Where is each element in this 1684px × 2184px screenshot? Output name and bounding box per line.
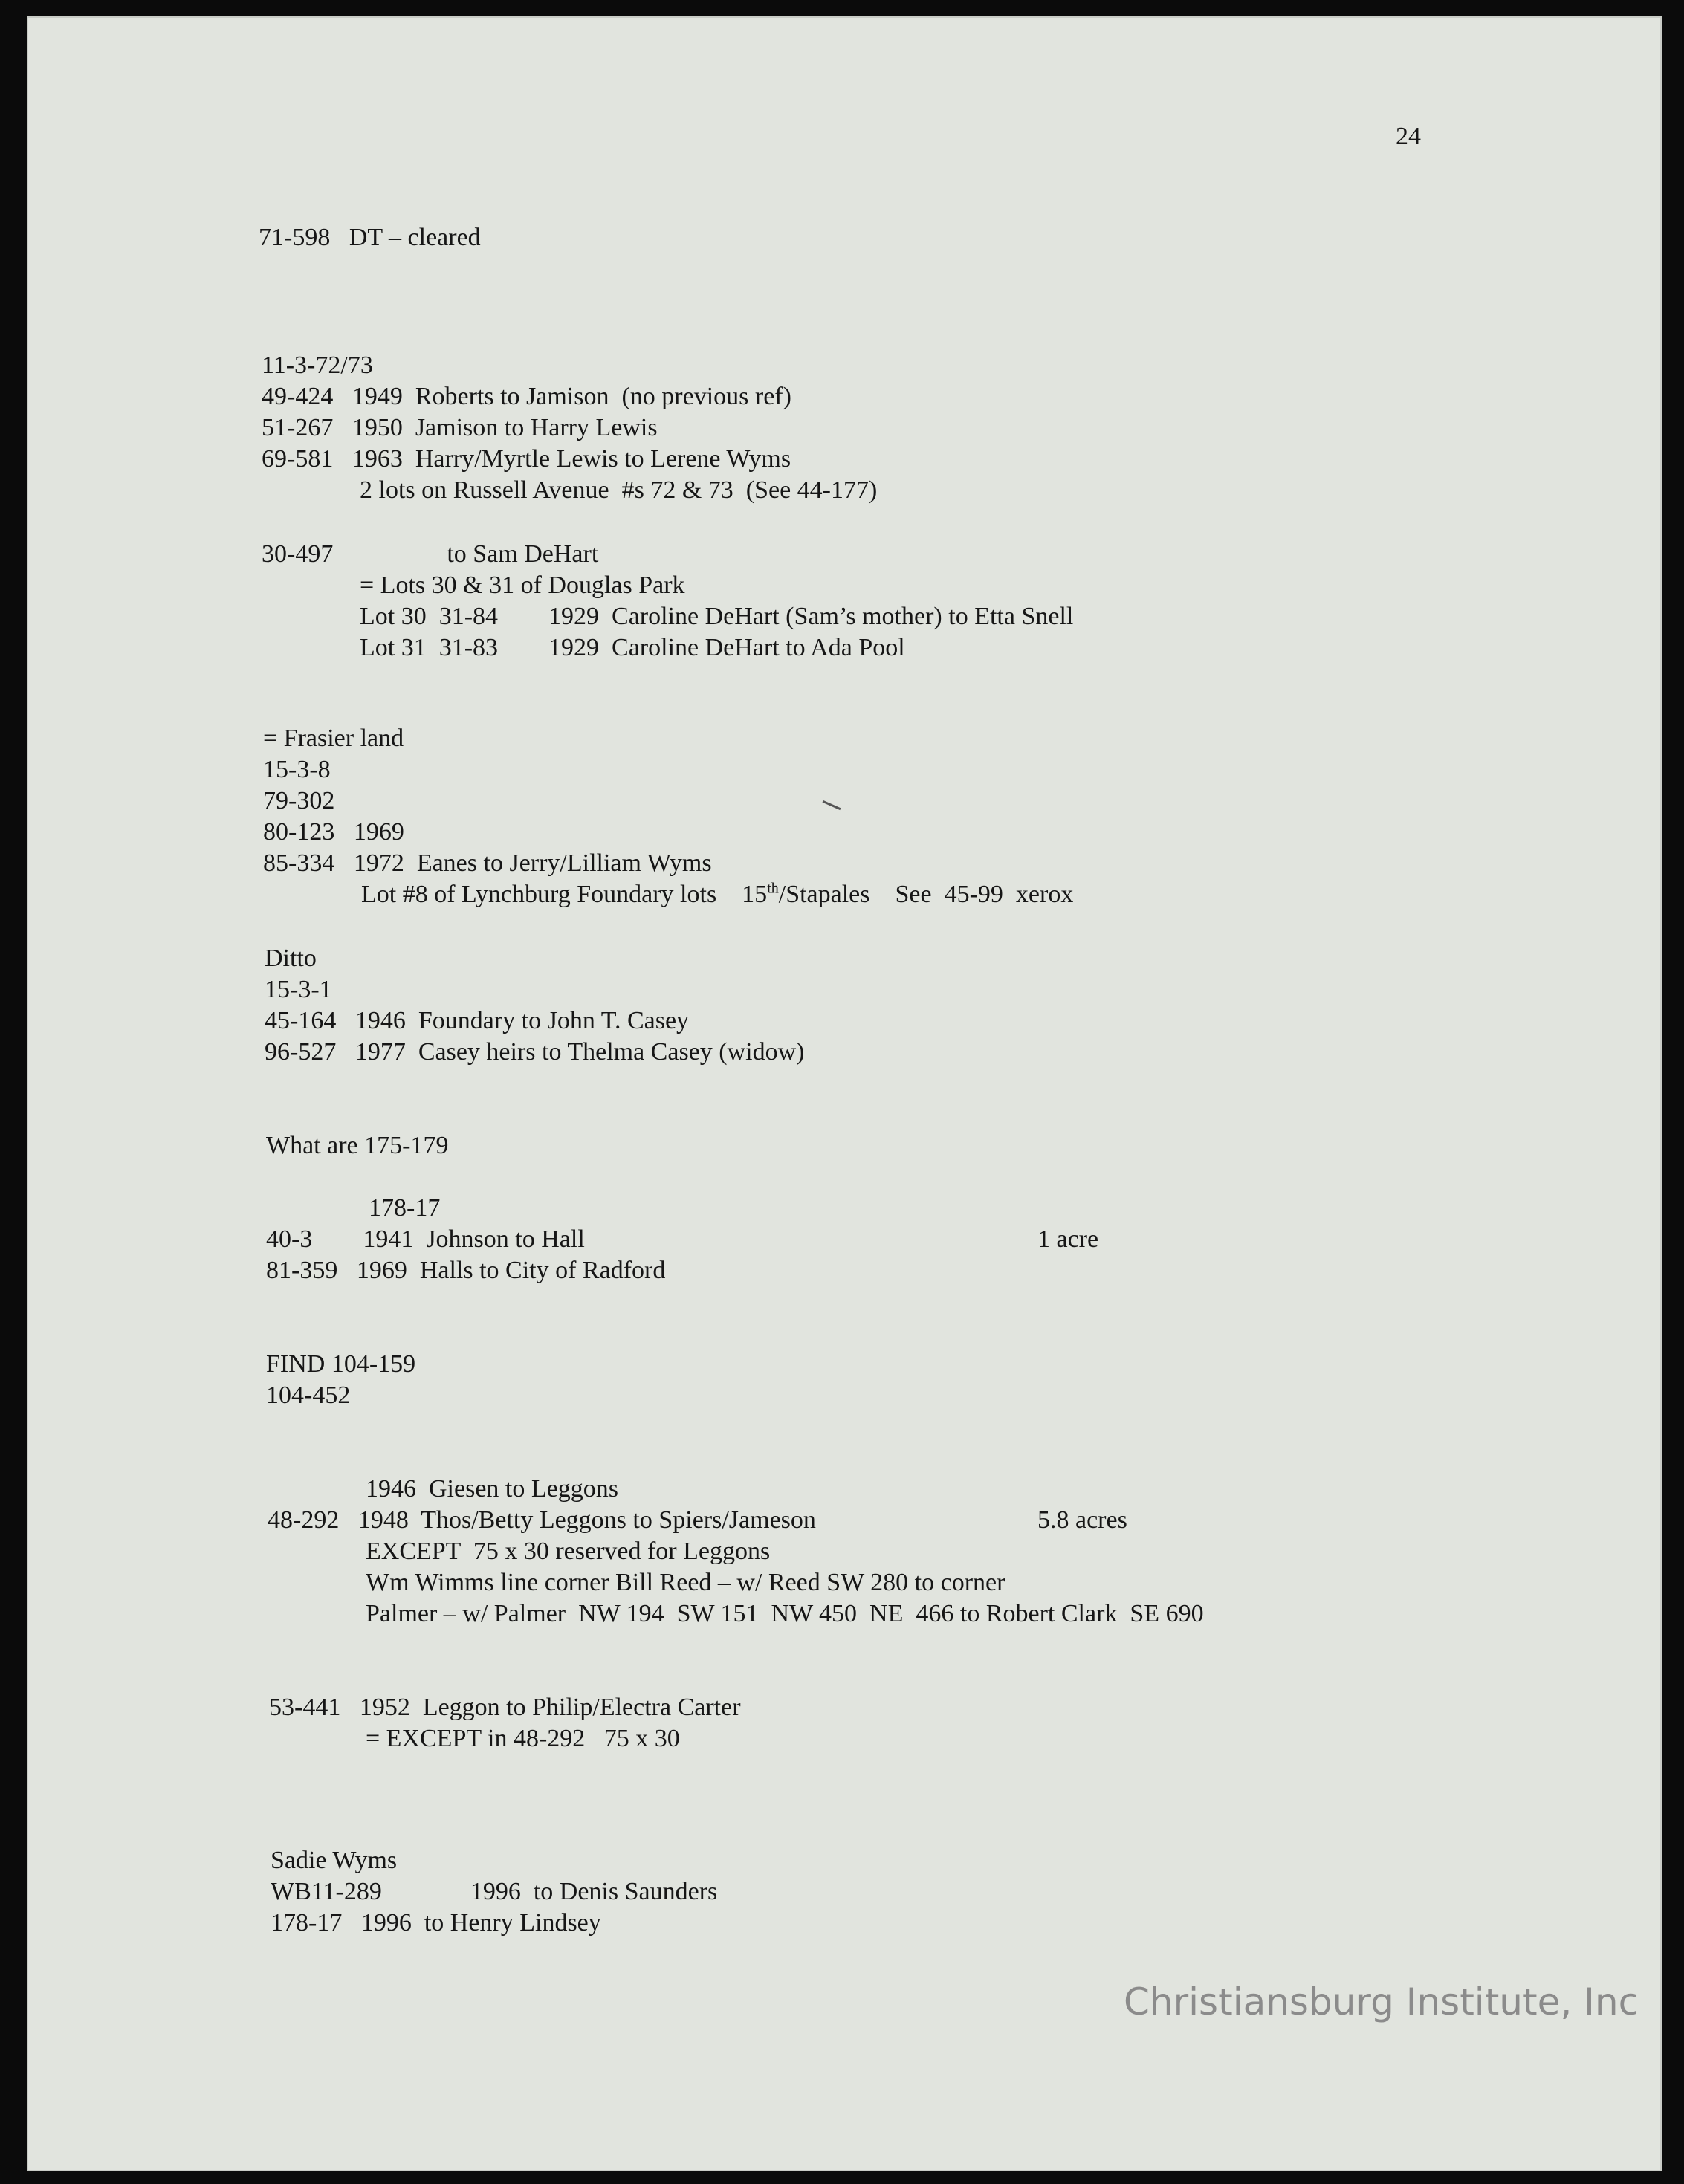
entry-line: 71-598 DT – cleared (259, 224, 481, 251)
document-page (27, 16, 1662, 2171)
entry-line: 15-3-1 (265, 976, 332, 1003)
entry-line: 11-3-72/73 (262, 351, 373, 379)
entry-line: 1946 Giesen to Leggons (366, 1475, 618, 1503)
entry-line: 51-267 1950 Jamison to Harry Lewis (262, 414, 658, 441)
entry-line: FIND 104-159 (266, 1350, 416, 1378)
entry-line: 15-3-8 (263, 756, 331, 783)
entry-line: Ditto (265, 944, 317, 972)
entry-line: 30-497 to Sam DeHart (262, 540, 599, 568)
page-number: 24 (1396, 123, 1421, 150)
entry-line: 2 lots on Russell Avenue #s 72 & 73 (See 44-177) (360, 476, 878, 504)
entry-line: = EXCEPT in 48-292 75 x 30 (366, 1725, 680, 1752)
entry-line: 45-164 1946 Foundary to John T. Casey (265, 1007, 690, 1034)
entry-line: 79-302 (263, 787, 335, 814)
entry-line: 49-424 1949 Roberts to Jamison (no previous ref) (262, 383, 791, 410)
entry-line: 178-17 (369, 1194, 441, 1222)
entry-line: Sadie Wyms (271, 1847, 398, 1874)
entry-line: 69-581 1963 Harry/Myrtle Lewis to Lerene Wyms (262, 445, 791, 473)
entry-line: 1 acre (1037, 1225, 1099, 1253)
watermark: Christiansburg Institute, Inc (1124, 1980, 1639, 2023)
entry-line: Lot #8 of Lynchburg Foundary lots 15th/Stapales See 45-99 xerox (361, 880, 1074, 908)
entry-line: 96-527 1977 Casey heirs to Thelma Casey (widow) (265, 1038, 805, 1066)
entry-line: = Lots 30 & 31 of Douglas Park (360, 571, 685, 599)
entry-line: 178-17 1996 to Henry Lindsey (271, 1909, 601, 1937)
entry-line: 80-123 1969 (263, 818, 404, 846)
entry-line: WB11-289 1996 to Denis Saunders (271, 1878, 718, 1905)
entry-line: 5.8 acres (1037, 1506, 1127, 1534)
entry-line: Lot 31 31-83 1929 Caroline DeHart to Ada Pool (360, 634, 905, 661)
entry-line: Palmer – w/ Palmer NW 194 SW 151 NW 450 NE 466 to Robert Clark SE 690 (366, 1600, 1204, 1627)
entry-line: Wm Wimms line corner Bill Reed – w/ Reed SW 280 to corner (366, 1569, 1005, 1596)
entry-line: 85-334 1972 Eanes to Jerry/Lilliam Wyms (263, 849, 712, 877)
entry-line: 104-452 (266, 1381, 351, 1409)
entry-line: EXCEPT 75 x 30 reserved for Leggons (366, 1537, 771, 1565)
entry-line: 81-359 1969 Halls to City of Radford (266, 1257, 666, 1284)
entry-line: = Frasier land (263, 725, 404, 752)
entry-line: 53-441 1952 Leggon to Philip/Electra Carter (269, 1694, 741, 1721)
entry-line: 40-3 1941 Johnson to Hall (266, 1225, 585, 1253)
entry-line: What are 175-179 (266, 1132, 449, 1159)
entry-line: Lot 30 31-84 1929 Caroline DeHart (Sam’s mother) to Etta Snell (360, 603, 1074, 630)
pen-mark (823, 800, 841, 810)
entry-line: 48-292 1948 Thos/Betty Leggons to Spiers/Jameson (268, 1506, 816, 1534)
